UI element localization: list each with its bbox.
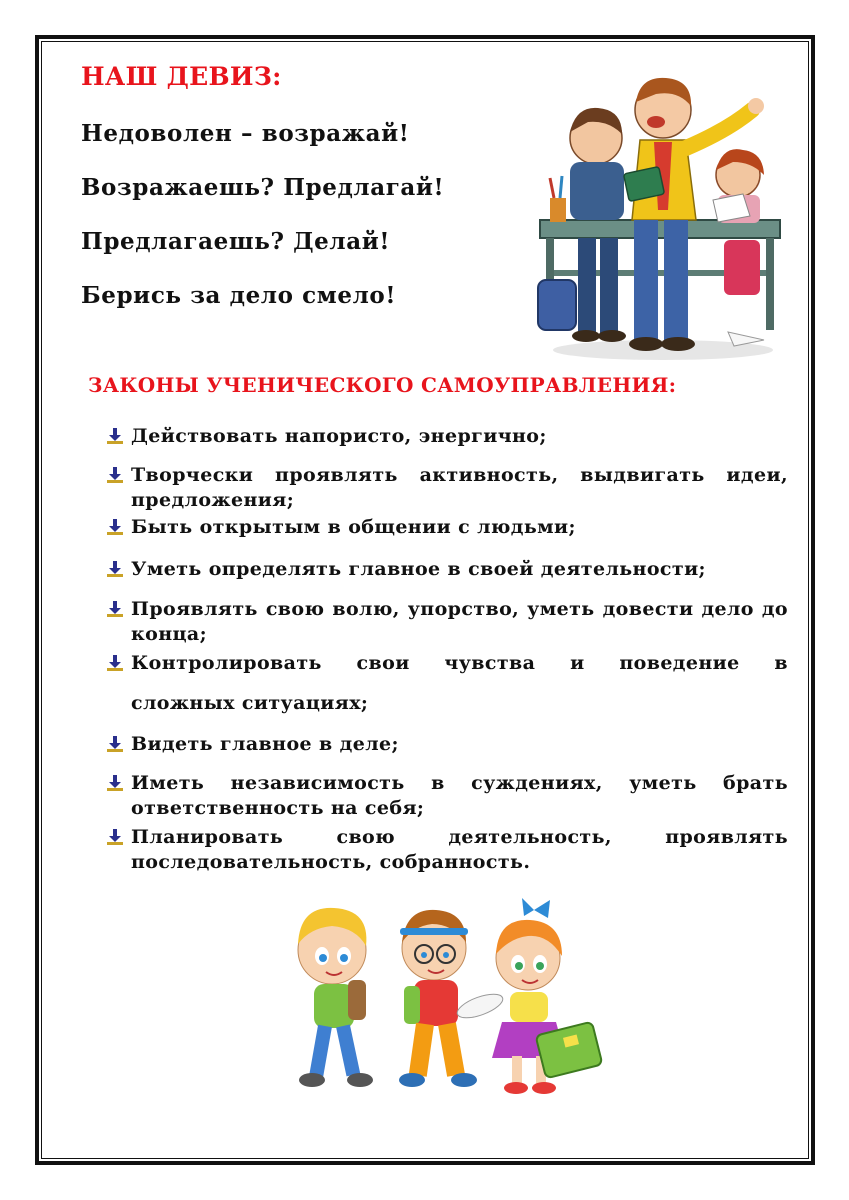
law-item xyxy=(104,515,788,540)
down-arrow-bullet-icon xyxy=(104,465,126,487)
law-text: Быть открытым в общении с людьми; xyxy=(131,516,576,538)
motto-heading: НАШ ДЕВИЗ: xyxy=(81,62,282,91)
law-text: Контролировать свои чувства и поведение в xyxy=(131,652,788,674)
law-item xyxy=(104,771,788,821)
down-arrow-bullet-icon xyxy=(104,559,126,581)
law-item xyxy=(104,597,788,647)
down-arrow-bullet-icon xyxy=(104,773,126,795)
law-item xyxy=(104,557,788,582)
law-text: Действовать напористо, энергично; xyxy=(131,425,547,447)
down-arrow-bullet-icon xyxy=(104,517,126,539)
down-arrow-bullet-icon xyxy=(104,827,126,849)
law-item xyxy=(104,424,788,449)
law-item xyxy=(104,825,788,875)
law-text: Планировать свою деятельность, проявлять последовательность, собранность. xyxy=(131,826,788,873)
law-item xyxy=(104,463,788,513)
walking-kids-illustration xyxy=(282,898,612,1104)
down-arrow-bullet-icon xyxy=(104,653,126,675)
law-item xyxy=(104,732,788,757)
down-arrow-bullet-icon xyxy=(104,599,126,621)
law-text: Видеть главное в деле; xyxy=(131,733,399,755)
law-text: Уметь определять главное в своей деятельности; xyxy=(131,558,706,580)
motto-line-2: Возражаешь? Предлагай! xyxy=(81,174,445,201)
laws-heading: ЗАКОНЫ УЧЕНИЧЕСКОГО САМОУПРАВЛЕНИЯ: xyxy=(88,373,677,397)
down-arrow-bullet-icon xyxy=(104,734,126,756)
motto-line-3: Предлагаешь? Делай! xyxy=(81,228,391,255)
school-kids-at-desk-illustration xyxy=(528,70,790,362)
law-text: Проявлять свою волю, упорство, уметь довести дело до конца; xyxy=(131,598,788,645)
motto-line-1: Недоволен – возражай! xyxy=(81,120,410,147)
down-arrow-bullet-icon xyxy=(104,426,126,448)
law-item xyxy=(104,651,788,676)
motto-line-4: Берись за дело смело! xyxy=(81,282,397,309)
law-item-continuation xyxy=(104,691,788,716)
law-text: Иметь независимость в суждениях, уметь брать ответственность на себя; xyxy=(131,772,788,819)
law-text: сложных ситуациях; xyxy=(131,692,369,714)
law-text: Творчески проявлять активность, выдвигать идеи, предложения; xyxy=(131,464,788,511)
